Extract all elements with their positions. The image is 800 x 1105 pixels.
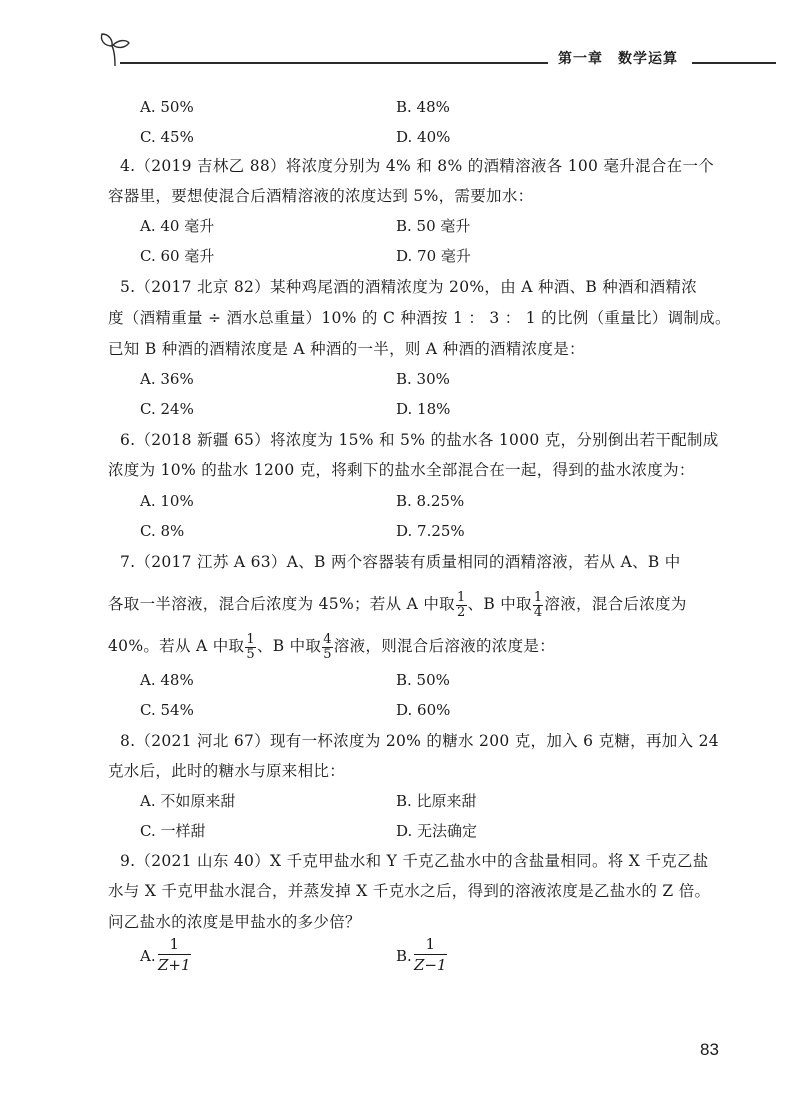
q9-option-a-label: A. [140,947,156,965]
q9-line-2: 水与 X 千克甲盐水混合，并蒸发掉 X 千克水之后，得到的溶液浓度是乙盐水的 Z 倍。 [108,882,711,900]
fraction-numerator: 1 [533,589,543,605]
q9-option-b-fraction [414,934,447,975]
q7-line-2-part-c: 溶液，混合后浓度为 [544,595,687,613]
fraction-one-half [456,591,467,620]
fraction-numerator: 1 [414,934,447,955]
header-rule-right [692,62,776,64]
q8-option-c: C. 一样甜 [140,822,206,840]
q7-line-2-part-a: 各取一半溶液，混合后浓度为 45%；若从 A 中取 [108,595,455,613]
q3-option-c: C. 45% [140,128,194,146]
page-number: 83 [700,1040,719,1059]
fraction-one-quarter [533,591,544,620]
q5-option-b: B. 30% [396,370,450,388]
q8-option-b: B. 比原来甜 [396,792,477,810]
q3-option-b: B. 48% [396,98,450,116]
fraction-numerator: 1 [158,934,191,955]
q4-line-2: 容器里，要想使混合后酒精溶液的浓度达到 5%，需要加水： [108,187,534,205]
q3-option-a: A. 50% [140,98,194,116]
q8-line-1: 8.（2021 河北 67）现有一杯浓度为 20% 的糖水 200 克，加入 6 克糖，再加入 24 [120,732,719,750]
q4-option-d: D. 70 毫升 [396,247,471,265]
chapter-title: 第一章 数学运算 [558,51,678,67]
q7-line-3 [108,630,555,662]
q7-line-3-part-c: 溶液，则混合后溶液的浓度是： [333,637,555,655]
q7-option-a: A. 48% [140,671,194,689]
q4-option-b: B. 50 毫升 [396,217,471,235]
q9-line-3: 问乙盐水的浓度是甲盐水的多少倍？ [108,913,361,931]
q4-line-1: 4.（2019 吉林乙 88）将浓度分别为 4% 和 8% 的酒精溶液各 100 毫升混合在一个 [120,157,715,175]
q6-option-c: C. 8% [140,522,185,540]
q3-option-d: D. 40% [396,128,451,146]
q7-option-c: C. 54% [140,701,194,719]
q6-option-d: D. 7.25% [396,522,465,540]
q7-line-2 [108,588,687,620]
q9-option-a-fraction [158,934,191,975]
q9-option-b-label: B. [396,947,412,965]
q4-option-a: A. 40 毫升 [140,217,215,235]
q5-option-d: D. 18% [396,400,451,418]
q6-option-a: A. 10% [140,492,194,510]
fraction-denominator: Z+1 [158,956,191,974]
q7-line-3-part-b: 、B 中取 [256,637,322,655]
q8-option-a: A. 不如原来甜 [140,792,236,810]
fraction-denominator: 5 [323,646,332,662]
page-header [0,0,800,80]
q5-line-3: 已知 B 种酒的酒精浓度是 A 种酒的一半，则 A 种酒的酒精浓度是： [108,340,585,358]
q7-line-1: 7.（2017 江苏 A 63）A、B 两个容器装有质量相同的酒精溶液，若从 A、B 中 [120,553,681,571]
q7-option-b: B. 50% [396,671,450,689]
q6-option-b: B. 8.25% [396,492,465,510]
q8-option-d: D. 无法确定 [396,822,478,840]
fraction-numerator: 1 [246,631,255,647]
fraction-four-fifths [322,633,333,662]
q7-option-d: D. 60% [396,701,451,719]
fraction-denominator: 5 [246,646,255,662]
fraction-denominator: 4 [533,604,543,620]
fraction-one-fifth [245,633,256,662]
fraction-numerator: 1 [456,589,466,605]
fraction-denominator: Z−1 [414,956,447,974]
q7-line-3-part-a: 40%。若从 A 中取 [108,637,245,655]
q9-line-1: 9.（2021 山东 40）X 千克甲盐水和 Y 千克乙盐水中的含盐量相同。将 X 千克乙盐 [120,852,709,870]
q5-line-2: 度（酒精重量 ÷ 酒水总重量）10% 的 C 种酒按 1 ： 3 ： 1 的比例（重量比）调制成。 [108,309,731,327]
fraction-denominator: 2 [456,604,466,620]
q5-line-1: 5.（2017 北京 82）某种鸡尾酒的酒精浓度为 20%，由 A 种酒、B 种酒和酒精浓 [120,278,698,296]
q5-option-a: A. 36% [140,370,194,388]
q5-option-c: C. 24% [140,400,194,418]
q8-line-2: 克水后，此时的糖水与原来相比： [108,762,346,780]
q4-option-c: C. 60 毫升 [140,247,215,265]
fraction-numerator: 4 [323,631,332,647]
q7-line-2-part-b: 、B 中取 [467,595,532,613]
q6-line-1: 6.（2018 新疆 65）将浓度为 15% 和 5% 的盐水各 1000 克，分别倒出若干配制成 [120,431,719,449]
q6-line-2: 浓度为 10% 的盐水 1200 克，将剩下的盐水全部混合在一起，得到的盐水浓度为： [108,461,695,479]
header-rule-left [120,62,548,64]
